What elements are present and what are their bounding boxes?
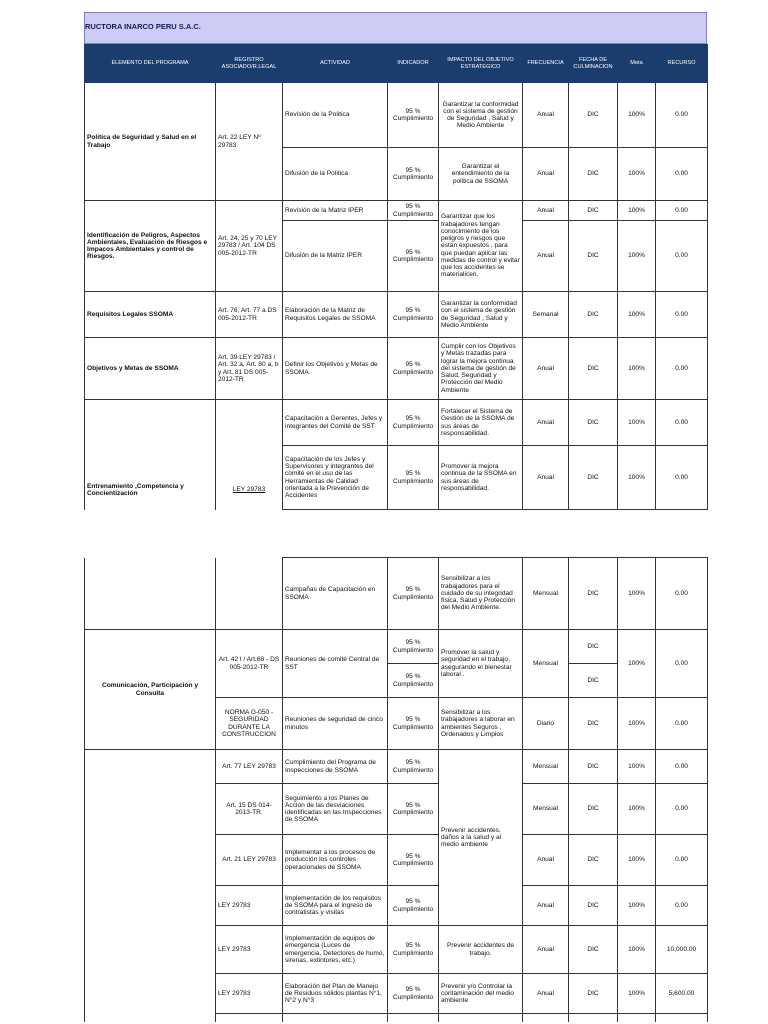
registro-cell: Art. 76, Art. 77 a DS 005-2012-TR xyxy=(216,292,283,338)
table-row xyxy=(85,400,708,446)
impacto-cell: Prevenir y/o Controlar la contaminación del medio ambiente xyxy=(439,974,523,1014)
recurso-cell: 0.00 xyxy=(656,630,708,698)
frecuencia-cell: Anual xyxy=(523,83,569,148)
registro-cell xyxy=(216,1014,283,1022)
indicador-cell: 95 % Cumplimiento xyxy=(388,784,439,835)
registro-cell: Art. 22 LEY Nº 29783 xyxy=(216,83,283,201)
actividad-cell: Seguimiento a los Planes de Acción de las desviaciones identificadas en las Inspecciones de SSOMA xyxy=(283,784,388,835)
frecuencia-cell: Anual xyxy=(523,974,569,1014)
recurso-cell: 0.00 xyxy=(656,201,708,221)
indicador-cell: 95 % Cumplimiento xyxy=(388,83,439,148)
impacto-cell: Garantizar la conformidad con el sistema de gestión de Seguridad , Salud y Medio Ambiente xyxy=(439,292,523,338)
meta-cell: 100% xyxy=(618,698,656,750)
actividad-cell: Capacitación de los Jefes y Supervisores y integrantes del comité en el uso de las Herramientas de Calidad orientada a la Prevención de Accidentes xyxy=(283,446,388,510)
company-header xyxy=(84,12,707,44)
table-row xyxy=(85,630,708,664)
meta-cell: 100% xyxy=(618,201,656,221)
frecuencia-cell: Diario xyxy=(523,698,569,750)
registro-cell: Art. 42 l / Art.68 - DS 005-2012-TR xyxy=(216,630,283,698)
fecha-cell: DIC xyxy=(569,784,618,835)
actividad-cell: Implementación de los requisitos de SSOMA para el ingreso de contratistas y visitas xyxy=(283,886,388,926)
table-row xyxy=(85,750,708,784)
fecha-cell: DIC xyxy=(569,664,618,698)
fecha-cell: DIC xyxy=(569,750,618,784)
recurso-cell: 0.00 xyxy=(656,148,708,201)
frecuencia-cell: Mensual xyxy=(523,750,569,784)
impacto-cell: Promover la mejora continua de la SSOMA en sus áreas de responsabilidad. xyxy=(439,446,523,510)
recurso-cell: 0.00 xyxy=(656,558,708,630)
indicador-cell: 95 % Cumplimiento xyxy=(388,698,439,750)
meta-cell: 100% xyxy=(618,750,656,784)
frecuencia-cell: Anual xyxy=(523,338,569,400)
program-table-top xyxy=(84,44,708,510)
fecha-cell: DIC xyxy=(569,926,618,974)
impacto-cell: Garantizar que los trabajadores tengan conocimiento de los peligros y riesgos que estan expuestos , para que puedan aplicar las medidas de control y evitar que los accidentes se materialicen. xyxy=(439,201,523,292)
table-row xyxy=(85,201,708,221)
impacto-cell: Prevenir accidentes, daños a la salud y al medio ambiente xyxy=(439,750,523,926)
recurso-cell: 0.00 xyxy=(656,221,708,292)
indicador-cell: 95 % Cumplimiento xyxy=(388,201,439,221)
actividad-cell: Reuniones de seguridad de cinco minutos xyxy=(283,698,388,750)
fecha-cell: DIC xyxy=(569,338,618,400)
meta-cell: 100% xyxy=(618,148,656,201)
meta-cell: 100% xyxy=(618,292,656,338)
actividad-cell: Elaboración del Plan de Manejo de Residuos sólidos plantas N°1, N°2 y N°3 xyxy=(283,974,388,1014)
col-elemento: ELEMENTO DEL PROGRAMA xyxy=(85,45,216,83)
registro-cell xyxy=(216,558,283,630)
col-registro: REGISTRO ASOCIADO/R.LEGAL xyxy=(216,45,283,83)
col-recurso: RECURSO xyxy=(656,45,708,83)
element-cell: Objetivos y Metas de SSOMA xyxy=(85,338,216,400)
registro-cell: Art. 15 DS 014-2013-TR. xyxy=(216,784,283,835)
meta-cell: 100% xyxy=(618,338,656,400)
element-cell xyxy=(85,750,216,1022)
meta-cell: 100% xyxy=(618,221,656,292)
indicador-cell xyxy=(388,1014,439,1022)
meta-cell: 100% xyxy=(618,630,656,698)
fecha-cell: DIC xyxy=(569,558,618,630)
table-row xyxy=(85,292,708,338)
recurso-cell xyxy=(656,1014,708,1022)
frecuencia-cell: Anual xyxy=(523,835,569,886)
meta-cell: 100% xyxy=(618,886,656,926)
actividad-cell: Elaboración de la Matriz de Requisitos Legales de SSOMA xyxy=(283,292,388,338)
impacto-cell: Sensibilizar a los trabajadores para el cuidado de su integridad física, Salud y Protección del Medio Ambiente. xyxy=(439,558,523,630)
fecha-cell: DIC xyxy=(569,292,618,338)
registro-cell: Art. 77 LEY 29783 xyxy=(216,750,283,784)
registro-cell: Art. 24, 25 y 70 LEY 29783 / Art. 104 DS 005-2012-TR xyxy=(216,201,283,292)
indicador-cell: 95 % Cumplimiento xyxy=(388,974,439,1014)
impacto-cell: Garantizar la conformidad con el sistema de gestión de Seguridad , Salud y Medio Ambiente xyxy=(439,83,523,148)
impacto-cell: Cumplir con los Objetivos y Metas trazadas para lograr la mejora continua del sistema de gestión de Salud, Seguridad y Protección del Medio Ambiente xyxy=(439,338,523,400)
element-cell: Entrenamiento ,Competencia y Concientización xyxy=(85,400,216,510)
fecha-cell: DIC xyxy=(569,400,618,446)
recurso-cell: 0.00 xyxy=(656,750,708,784)
program-table-bottom xyxy=(84,557,708,1022)
actividad-cell: Implementación de equipos de emergencia (Luces de emergencia, Detectores de humo, sirenas, extintores, etc.) xyxy=(283,926,388,974)
registro-cell: NORMA G-050 - SEGURIDAD DURANTE LA CONSTRUCCION xyxy=(216,698,283,750)
actividad-cell: Reuniones de comité Central de SST xyxy=(283,630,388,698)
recurso-cell: 0.00 xyxy=(656,698,708,750)
indicador-cell: 95 % Cumplimiento xyxy=(388,558,439,630)
recurso-cell: 0.00 xyxy=(656,83,708,148)
actividad-cell: Revisión de la Politica xyxy=(283,83,388,148)
meta-cell: 100% xyxy=(618,446,656,510)
indicador-cell: 95 % Cumplimiento xyxy=(388,664,439,698)
fecha-cell xyxy=(569,1014,618,1022)
recurso-cell: 0.00 xyxy=(656,835,708,886)
fecha-cell: DIC xyxy=(569,974,618,1014)
recurso-cell: 0.00 xyxy=(656,886,708,926)
registro-cell: LEY 29783 xyxy=(216,400,283,510)
table-header-row xyxy=(85,45,708,83)
frecuencia-cell: Anual xyxy=(523,926,569,974)
actividad-cell xyxy=(283,1014,388,1022)
indicador-cell: 95 % Cumplimiento xyxy=(388,446,439,510)
frecuencia-cell: Anual xyxy=(523,886,569,926)
frecuencia-cell: Mensual xyxy=(523,630,569,698)
frecuencia-cell: Anual xyxy=(523,201,569,221)
company-name: RUCTORA INARCO PERU S.A.C. xyxy=(85,22,201,31)
indicador-cell: 95 % Cumplimiento xyxy=(388,835,439,886)
registro-cell: LEY 29783 xyxy=(216,974,283,1014)
recurso-cell: 0.00 xyxy=(656,400,708,446)
meta-cell: 100% xyxy=(618,400,656,446)
fecha-cell: DIC xyxy=(569,83,618,148)
frecuencia-cell: Mensual xyxy=(523,784,569,835)
impacto-cell xyxy=(439,1014,523,1022)
actividad-cell: Capacitación a Gerentes, Jefes y integrantes del Comité de SST xyxy=(283,400,388,446)
impacto-cell: Garantizar el entendimiento de la politica de SSOMA xyxy=(439,148,523,201)
registro-cell: Art. 39 LEY 29783 / Art. 32 a, Art. 80 a, b y Art. 81 DS 005-2012-TR xyxy=(216,338,283,400)
indicador-cell: 95 % Cumplimiento xyxy=(388,886,439,926)
fecha-cell: DIC xyxy=(569,446,618,510)
fecha-cell: DIC xyxy=(569,201,618,221)
element-cell: Identificación de Peligros, Aspectos Ambientales, Evaluación de Riesgos e Impacos Ambientales y control de Riesgos. xyxy=(85,201,216,292)
fecha-cell: DIC xyxy=(569,698,618,750)
element-cell: Requisitos Legales SSOMA xyxy=(85,292,216,338)
col-fecha: FECHA DE CULMINACION xyxy=(569,45,618,83)
indicador-cell: 95 % Cumplimiento xyxy=(388,221,439,292)
indicador-cell: 95 % Cumplimiento xyxy=(388,926,439,974)
actividad-cell: Campañas de Capacitación en SSOMA xyxy=(283,558,388,630)
col-indicador: INDICADOR xyxy=(388,45,439,83)
indicador-cell: 95 % Cumplimiento xyxy=(388,292,439,338)
table-row xyxy=(85,558,708,630)
registro-cell: Art. 21 LEY 29783 xyxy=(216,835,283,886)
fecha-cell: DIC xyxy=(569,148,618,201)
table-row xyxy=(85,83,708,148)
col-meta: Meta xyxy=(618,45,656,83)
element-cell: Comunicación, Participación y Consulta xyxy=(85,630,216,750)
fecha-cell: DIC xyxy=(569,835,618,886)
recurso-cell: 10,000.00 xyxy=(656,926,708,974)
meta-cell: 100% xyxy=(618,83,656,148)
actividad-cell: Definir los Objetivos y Metas de SSOMA xyxy=(283,338,388,400)
impacto-cell: Sensibilizar a los trabajadores a laborar en ambientes Seguros , Ordenados y Limpios xyxy=(439,698,523,750)
indicador-cell: 95 % Cumplimiento xyxy=(388,750,439,784)
registro-cell: LEY 29783 xyxy=(216,886,283,926)
recurso-cell: 5,600.00 xyxy=(656,974,708,1014)
element-cell xyxy=(85,558,216,630)
indicador-cell: 95 % Cumplimiento xyxy=(388,338,439,400)
col-actividad: ACTIVIDAD xyxy=(283,45,388,83)
actividad-cell: Implementar a los procesos de producción los controles operacionales de SSOMA xyxy=(283,835,388,886)
actividad-cell: Cumplimiento del Programa de Inspecciones de SSOMA xyxy=(283,750,388,784)
impacto-cell: Prevenir accidentes de trabajo. xyxy=(439,926,523,974)
impacto-cell: Fortalecer el Sistema de Gestión de la SSOMA de sus áreas de responsabilidad. xyxy=(439,400,523,446)
frecuencia-cell: Anual xyxy=(523,400,569,446)
col-impacto: IMPACTO DEL OBJETIVO ESTRATEGICO xyxy=(439,45,523,83)
frecuencia-cell: Anual xyxy=(523,446,569,510)
meta-cell: 100% xyxy=(618,926,656,974)
fecha-cell: DIC xyxy=(569,221,618,292)
recurso-cell: 0.00 xyxy=(656,446,708,510)
frecuencia-cell xyxy=(523,1014,569,1022)
frecuencia-cell: Anual xyxy=(523,148,569,201)
actividad-cell: Difusión de la Politica xyxy=(283,148,388,201)
meta-cell: 100% xyxy=(618,784,656,835)
indicador-cell: 95 % Cumplimiento xyxy=(388,400,439,446)
frecuencia-cell: Semanal xyxy=(523,292,569,338)
meta-cell: 100% xyxy=(618,835,656,886)
recurso-cell: 0.00 xyxy=(656,292,708,338)
meta-cell xyxy=(618,1014,656,1022)
meta-cell: 100% xyxy=(618,974,656,1014)
indicador-cell: 95 % Cumplimiento xyxy=(388,630,439,664)
frecuencia-cell: Mensual xyxy=(523,558,569,630)
col-frecuencia: FRECUENCIA xyxy=(523,45,569,83)
actividad-cell: Difusión de la Matriz IPER xyxy=(283,221,388,292)
fecha-cell: DIC xyxy=(569,886,618,926)
impacto-cell: Promover la salud y seguridad en el trabajo, asegurando el bienestar laboral . xyxy=(439,630,523,698)
frecuencia-cell: Anual xyxy=(523,221,569,292)
table-row xyxy=(85,338,708,400)
indicador-cell: 95 % Cumplimiento xyxy=(388,148,439,201)
recurso-cell: 0.00 xyxy=(656,338,708,400)
element-cell: Politica de Seguridad y Salud en el Trabajo xyxy=(85,83,216,201)
fecha-cell: DIC xyxy=(569,630,618,664)
recurso-cell: 0.00 xyxy=(656,784,708,835)
meta-cell: 100% xyxy=(618,558,656,630)
actividad-cell: Revisión de la Matriz IPER xyxy=(283,201,388,221)
registro-cell: LEY 29783 xyxy=(216,926,283,974)
